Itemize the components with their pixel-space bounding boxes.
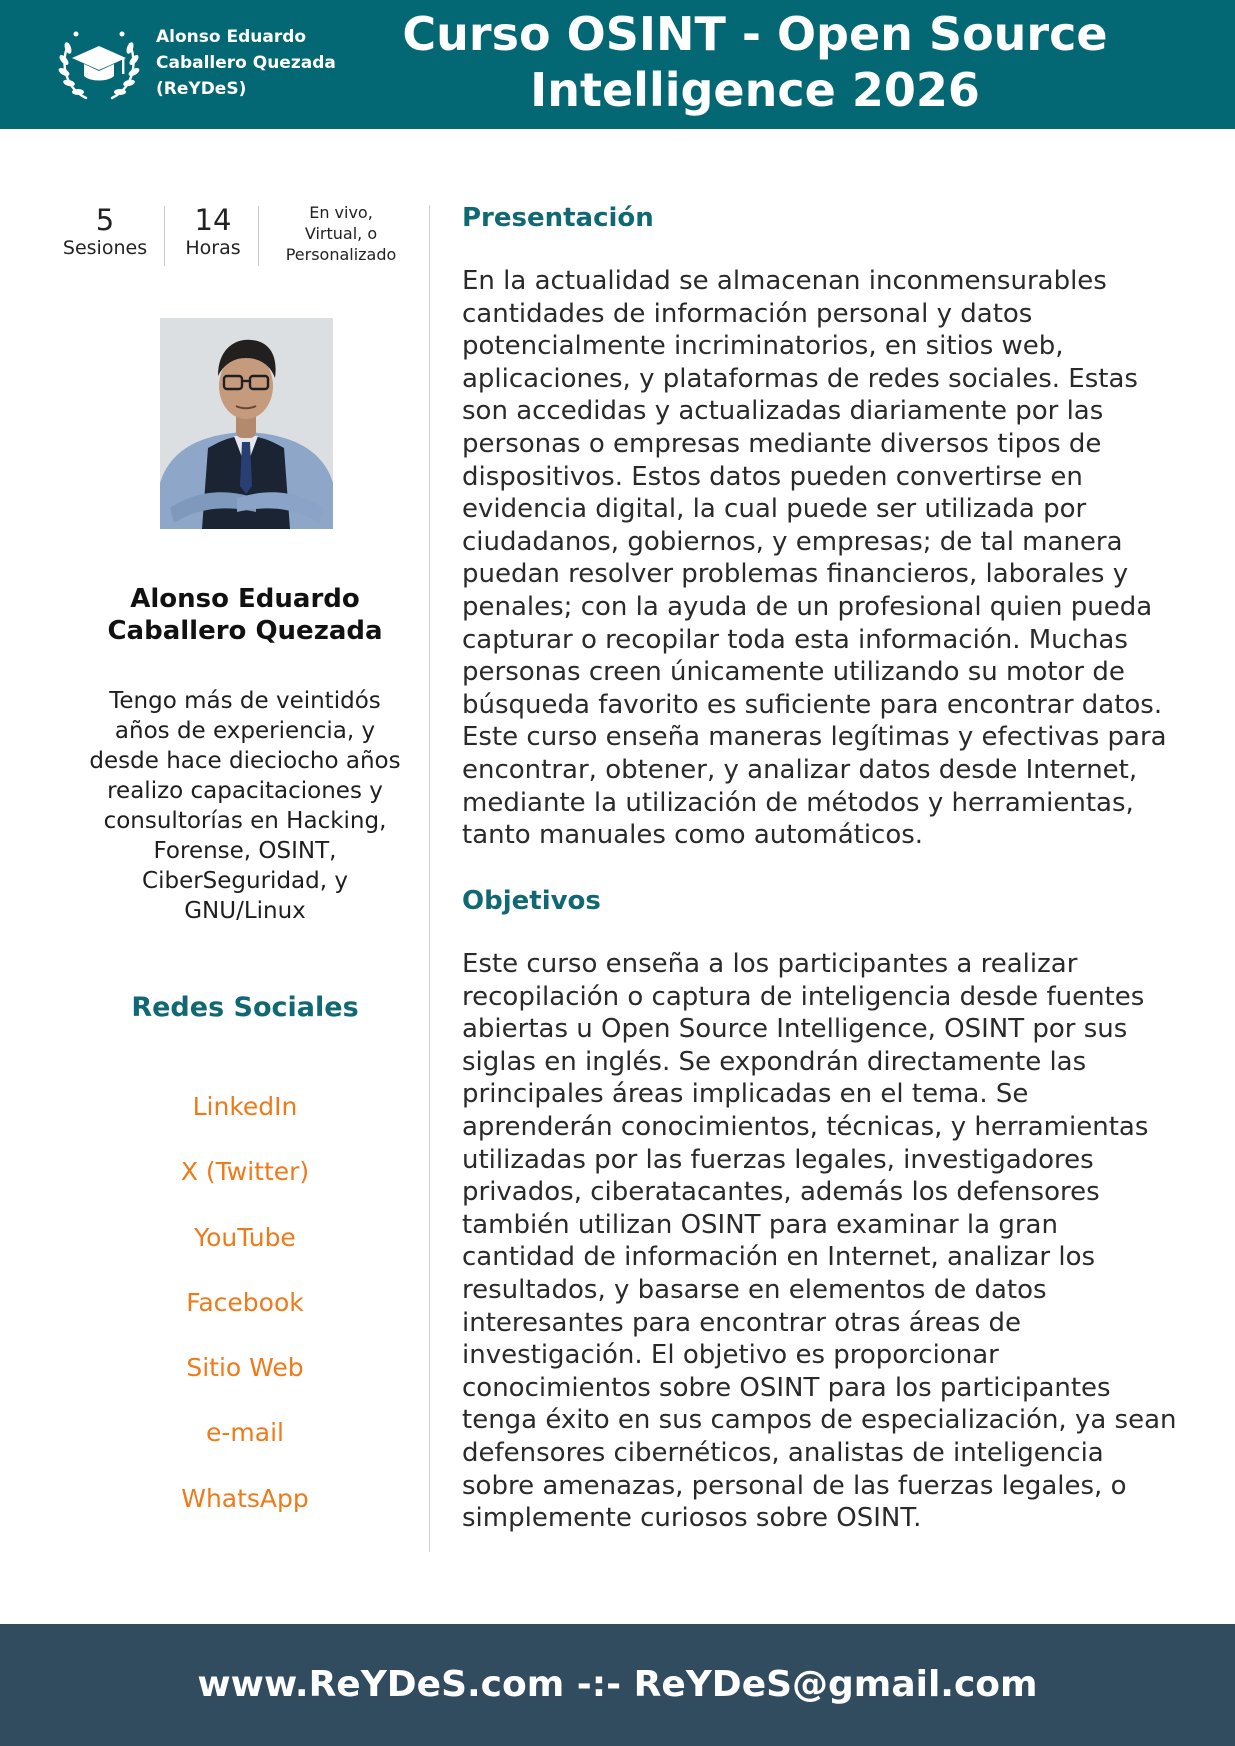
objectives-line: investigación. El objetivo es proporcionar (462, 1340, 999, 1371)
objectives-line: también utilizan OSINT para examinar la gran (462, 1209, 1058, 1240)
social-title: Redes Sociales (131, 992, 359, 1023)
instructor-name: Alonso Eduardo Caballero Quezada (107, 584, 383, 646)
presentation-line: cantidades de información personal y datos (462, 298, 1033, 329)
hours-label: Horas (185, 237, 241, 259)
objectives-line: recopilación o captura de inteligencia desde fuentes (462, 981, 1145, 1012)
presentation-line: penales; con la ayuda de un profesional quien pueda (462, 591, 1153, 622)
hours-stat (166, 204, 260, 266)
objectives-line: tenga éxito en sus campos de especialización, ya sean (462, 1405, 1177, 1436)
presentation-line: capturar o recopilar toda esta información. Muchas (462, 624, 1128, 655)
presentation-line: personas o empresas mediante diversos tipos de (462, 428, 1102, 459)
presentation-line: dispositivos. Estos datos pueden convertirse en (462, 461, 1083, 492)
objectives-line: Este curso enseña a los participantes a realizar (462, 949, 1078, 979)
youtube-link[interactable]: YouTube (194, 1222, 296, 1252)
presentation-text (462, 265, 1182, 852)
objectives-line: utilizadas por las fuerzas legales, investigadores (462, 1144, 1094, 1175)
presentation-line: tanto manuales como automáticos. (462, 820, 924, 851)
linkedin-link[interactable]: LinkedIn (192, 1092, 298, 1121)
objectives-title: Objetivos (462, 886, 601, 916)
hours-value: 14 (194, 203, 232, 237)
footer-contact: www.ReYDeS.com -:- ReYDeS@gmail.com (197, 1664, 1038, 1705)
stat-divider (258, 206, 259, 266)
twitter-link[interactable]: X (Twitter) (180, 1157, 310, 1187)
presentation-line: son accedidas y actualizadas diariamente por las (462, 396, 1104, 427)
instructor-photo (160, 318, 333, 529)
footer-bar (0, 1624, 1235, 1746)
brand-name: Alonso Eduardo Caballero Quezada (ReYDeS) (156, 27, 336, 99)
sessions-label: Sesiones (62, 237, 148, 259)
presentation-line: En la actualidad se almacenan inconmensurables (462, 266, 1107, 296)
presentation-line: encontrar, obtener, y analizar datos desde Internet, (462, 754, 1138, 785)
objectives-line: resultados, y basarse en elementos de datos (462, 1274, 1047, 1305)
objectives-line: principales áreas implicadas en el tema. Se (462, 1079, 1029, 1110)
header-bar (0, 0, 1235, 129)
instructor-bio: Tengo más de veintidós años de experiencia, y desde hace dieciocho años realizo capacitaciones y consultorías en Hacking, Forense, OSINT, CiberSeguridad, y GNU/Linux (89, 688, 401, 924)
objectives-line: defensores cibernéticos, analistas de inteligencia (462, 1437, 1104, 1468)
objectives-text (462, 948, 1182, 1535)
stat-divider (164, 206, 165, 266)
objectives-line: conocimientos sobre OSINT para los participantes (462, 1372, 1111, 1403)
column-divider (429, 205, 430, 1552)
mode-stat: En vivo, Virtual, o Personalizado (285, 203, 397, 264)
presentation-line: potencialmente incriminatorios, en sitios web, (462, 331, 1064, 362)
social-links (60, 1089, 430, 1546)
objectives-line: privados, ciberatacantes, además los defensores (462, 1177, 1100, 1208)
objectives-line: cantidad de información en Internet, analizar los (462, 1242, 1096, 1273)
whatsapp-link[interactable]: WhatsApp (181, 1483, 309, 1513)
objectives-line: siglas en inglés. Se expondrán directamente las (462, 1046, 1087, 1077)
email-link[interactable]: e-mail (206, 1418, 284, 1448)
presentation-title: Presentación (462, 203, 654, 233)
course-stats (52, 204, 416, 266)
presentation-line: personas creen únicamente utilizando su motor de (462, 657, 1125, 688)
facebook-link[interactable]: Facebook (186, 1287, 304, 1317)
presentation-line: mediante la utilización de métodos y herramientas, (462, 787, 1134, 818)
presentation-line: búsqueda favorito es suficiente para encontrar datos. (462, 689, 1163, 720)
presentation-line: aplicaciones, y plataformas de redes sociales. Estas (462, 363, 1138, 394)
website-link[interactable]: Sitio Web (186, 1353, 304, 1383)
presentation-line: ciudadanos, gobiernos, y empresas; de tal manera (462, 526, 1123, 557)
presentation-line: puedan resolver problemas financieros, laborales y (462, 559, 1129, 590)
graduation-cap-laurel-icon (56, 22, 142, 104)
objectives-line: simplemente curiosos sobre OSINT. (462, 1503, 922, 1534)
objectives-line: abiertas u Open Source Intelligence, OSINT por sus (462, 1014, 1128, 1045)
objectives-line: sobre amenazas, personal de las fuerzas legales, o (462, 1470, 1127, 1501)
presentation-line: evidencia digital, la cual puede ser utilizada por (462, 494, 1087, 525)
course-title: Curso OSINT - Open Source Intelligence 2026 (402, 7, 1108, 117)
objectives-line: interesantes para encontrar otras áreas de (462, 1307, 1022, 1338)
sessions-stat (52, 204, 158, 266)
objectives-line: aprenderán conocimientos, técnicas, y herramientas (462, 1111, 1149, 1142)
presentation-line: Este curso enseña maneras legítimas y efectivas para (462, 722, 1167, 753)
sessions-value: 5 (95, 203, 115, 237)
